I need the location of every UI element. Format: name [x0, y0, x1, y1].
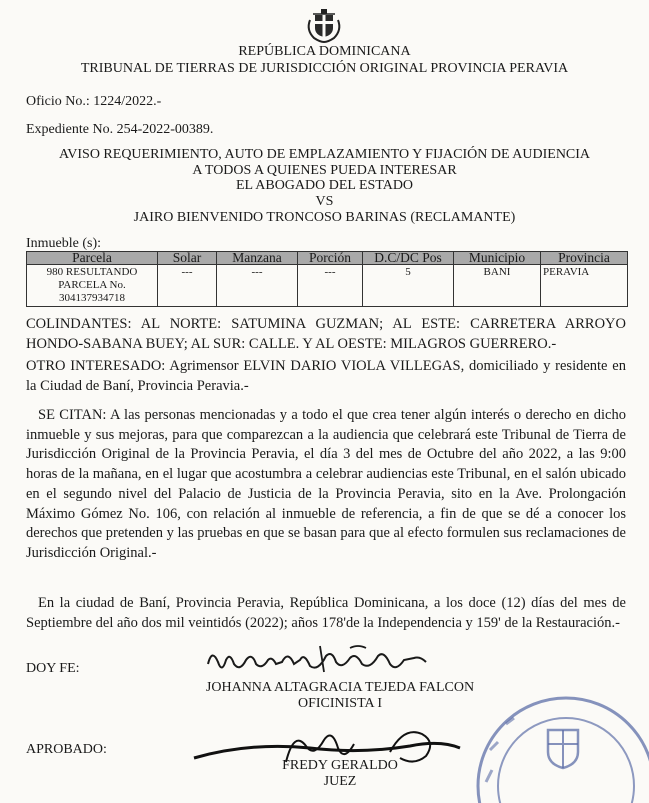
- municipio-cell: BANI: [454, 265, 541, 307]
- se-citan-paragraph: SE CITAN: A las personas mencionadas y a todo el que crea tener algún interés o derecho en dicho inmueble y sus mejoras, para que comparezcan a la audiencia que celebrará este Tribunal de Tierra de Jurisdicción Original de la Provincia Peravia, el día 3 del mes de Octubre del año 2022, a las 9:00 horas de la mañana, en el lugar que acostumbra a celebrar audiencias este Tribunal, en el salón ubicado en el segundo nivel del Palacio de Justicia de la Provincia Peravia, sito en la Ave. Prolongación Máximo Gómez No. 106, con relación al inmueble de referencia, a fin de que se dé a conocer los derechos que pretenden y las pruebas en que se basan para que al efecto formulen sus reclamaciones de Jurisdicción Original.-: [26, 407, 626, 561]
- provincia-cell: PERAVIA: [541, 265, 628, 307]
- porcion-cell: ---: [298, 265, 363, 307]
- expediente-number: Expediente No. 254-2022-00389.: [26, 122, 214, 137]
- table-header: Municipio: [454, 252, 541, 265]
- colindantes-paragraph: COLINDANTES: AL NORTE: SATUMINA GUZMAN; AL ESTE: CARRETERA ARROYO HONDO-SABANA BUEY; AL SUR: CALLE. Y AL OESTE: MILAGROS GUERRERO.-: [26, 316, 626, 352]
- signer-role: OFICINISTA I: [297, 696, 383, 711]
- dc-cell: 5: [363, 265, 454, 307]
- table-row: [27, 265, 628, 307]
- table-header: D.C/DC Pos: [363, 252, 454, 265]
- notice-title-line3: EL ABOGADO DEL ESTADO: [235, 178, 414, 193]
- table-header-row: [27, 252, 628, 265]
- inmueble-label: Inmueble (s):: [26, 236, 102, 251]
- inmueble-table: [26, 251, 628, 307]
- table-header: Provincia: [541, 252, 628, 265]
- table-header: Parcela: [27, 252, 158, 265]
- notice-title-line4: VS: [315, 194, 334, 209]
- signer-name: JOHANNA ALTAGRACIA TEJEDA FALCON: [205, 680, 475, 695]
- manzana-cell: ---: [217, 265, 298, 307]
- table-header: Porción: [298, 252, 363, 265]
- parcela-line: 304137934718: [59, 292, 125, 304]
- aprobado-label: APROBADO:: [26, 742, 107, 757]
- judge-role: JUEZ: [323, 774, 357, 789]
- parcela-line: 980 RESULTANDO: [46, 266, 138, 278]
- parcela-cell: [27, 265, 158, 307]
- handwritten-signature: [200, 642, 440, 684]
- notice-title-line2: A TODOS A QUIENES PUEDA INTERESAR: [192, 163, 457, 178]
- table-header: Manzana: [217, 252, 298, 265]
- coat-of-arms-emblem: [304, 6, 344, 44]
- notice-title-line5: JAIRO BIENVENIDO TRONCOSO BARINAS (RECLAMANTE): [133, 210, 516, 225]
- parcela-line: PARCELA No.: [58, 279, 126, 291]
- solar-cell: ---: [158, 265, 217, 307]
- table-header: Solar: [158, 252, 217, 265]
- fecha-paragraph: En la ciudad de Baní, Provincia Peravia, República Dominicana, a los doce (12) días del mes de Septiembre del año dos mil veintidós (2022); años 178'de la Independencia y 159' de la Restauración.-: [26, 595, 626, 631]
- doy-fe-label: DOY FE:: [26, 661, 80, 676]
- otro-interesado-paragraph: OTRO INTERESADO: Agrimensor ELVIN DARIO VIOLA VILLEGAS, domiciliado y residente en la Ciudad de Baní, Provincia Peravia.-: [26, 358, 626, 394]
- judge-name: FREDY GERALDO: [282, 758, 398, 773]
- country-title: REPÚBLICA DOMINICANA: [238, 44, 411, 59]
- tribunal-title: TRIBUNAL DE TIERRAS DE JURISDICCIÓN ORIGINAL PROVINCIA PERAVIA: [80, 61, 569, 76]
- oficio-number: Oficio No.: 1224/2022.-: [26, 94, 162, 109]
- notice-title-line1: AVISO REQUERIMIENTO, AUTO DE EMPLAZAMIENTO Y FIJACIÓN DE AUDIENCIA: [58, 147, 591, 162]
